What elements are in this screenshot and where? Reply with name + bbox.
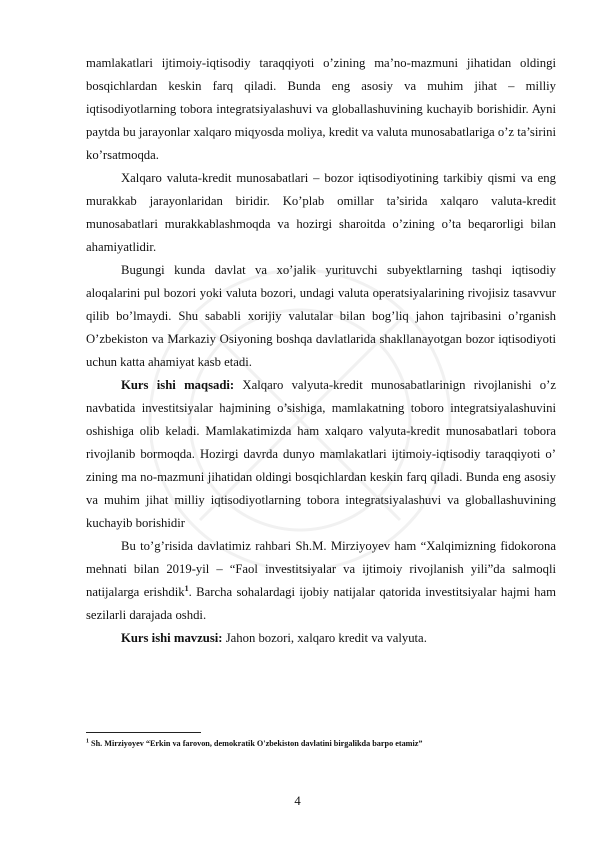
topic-label: Kurs ishi mavzusi:	[121, 631, 223, 645]
paragraph-1: mamlakatlari ijtimoiy-iqtisodiy taraqqiyoti o’zining ma’no-mazmuni jihatidan oldingi bosqichlardan keskin farq qiladi. Bunda eng asosiy va muhim jihat – milliy iqtisodiyotlarning tobora integratsiyalashuvi va globallashuvining kuchayib borishidir. Ayni paytda bu jarayonlar xalqaro miqyosda moliya, kredit va valuta munosabatlariga o’z ta’sirini ko’rsatmoqda.	[86, 56, 556, 162]
footnote-text: Sh. Mirziyoyev “Erkin va farovon, demokratik O'zbekiston davlatini birgalikda barpo etamiz”	[89, 739, 423, 748]
paragraph-5	[86, 535, 556, 627]
topic-text: Jahon bozori, xalqaro kredit va valyuta.	[222, 631, 427, 645]
goal-text: Xalqaro valyuta-kredit munosabatlarinign rivojlanishi o’z navbatida investitsiyalar hajmining o’sishiga, mamlakatning toboro integratsiyalashuvini oshishiga olib keladi. Mamlakatimizda ham xalqaro valyuta-kredit munosabatlari tobora rivojlanib bormoqda. Hozirgi davrda dunyo mamlakatlari ijtimoiy-iqtisodiy taraqqiyoti o’ zining ma no-mazmuni jihatidan oldingi bosqichlardan keskin farq qiladi. Bunda eng asosiy va muhim jihat milliy iqtisodiyotlarning tobora integratsiyalashuvi va globallashuvining kuchayib borishidir	[86, 378, 557, 530]
footnote	[86, 738, 556, 749]
paragraph-topic	[86, 627, 556, 650]
paragraph-goal	[86, 374, 556, 535]
goal-label: Kurs ishi maqsadi:	[121, 378, 235, 392]
paragraph-3: Bugungi kunda davlat va xo’jalik yurituvchi subyektlarning tashqi iqtisodiy aloqalarini pul bozori yoki valuta bozori, undagi valuta operatsiyalarining rivojisiz tasavvur qilib bo’lmaydi. Shu sababli xorijiy valutalar bilan bog’liq jahon tajribasini o’rganish O’zbekiston va Markaziy Osiyoning boshqa davlatlarida shakllanayotgan bozor iqtisodiyoti uchun katta ahamiyat kasb etadi.	[86, 263, 556, 369]
quote-text: Bu to’g’risida davlatimiz rahbari Sh.M. Mirziyoyev ham “Xalqimizning fidokorona mehnati bilan 2019-yil – “Faol investitsiyalar va ijtimoiy rivojlanish yili”da salmoqli natijalarga erishdik	[86, 539, 556, 599]
page-number: 4	[294, 794, 301, 808]
document-body	[86, 52, 556, 650]
footnote-marker: 1	[86, 738, 89, 745]
quote-tail: . Barcha sohalardagi ijobiy natijalar qatorida investitsiyalar hajmi ham sezilarli darajada oshdi.	[86, 585, 557, 622]
footnote-separator	[86, 732, 201, 733]
paragraph-2: Xalqaro valuta-kredit munosabatlari – bozor iqtisodiyotining tarkibiy qismi va eng murakkab jarayonlaridan biridir. Ko’plab omillar ta’sirida xalqaro valuta-kredit munosabatlari murakkablashmoqda va hozirgi sharoitda o’zining o’ta beqarorligi bilan ahamiyatlidir.	[86, 171, 556, 254]
footnote-reference[interactable]: 1	[184, 583, 189, 593]
